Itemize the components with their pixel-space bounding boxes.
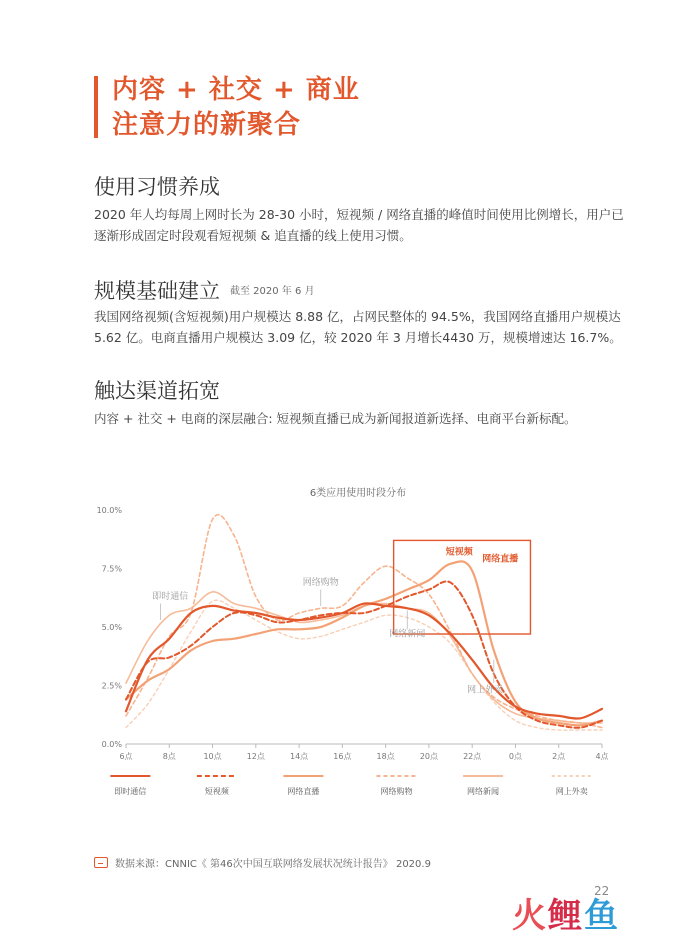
chart-title: 6类应用使用时段分布 (309, 488, 407, 499)
legend-label: 网络直播 (287, 787, 320, 796)
x-tick-label: 14点 (289, 752, 309, 761)
usage-time-chart (90, 482, 630, 812)
page-title-line-2: 注意力的新聚合 (112, 110, 302, 140)
series-annotation: 网络购物 (302, 577, 339, 588)
section-heading-usage-habit: 使用习惯养成 (94, 175, 220, 199)
x-tick-label: 10点 (203, 752, 222, 761)
series-annotation: 网络直播 (482, 554, 519, 565)
y-tick-label: 2.5% (101, 681, 122, 691)
section-heading-scale (94, 278, 315, 305)
watermark-char-3: 鱼 (584, 896, 620, 936)
series-annotation: 短视频 (445, 547, 473, 558)
x-tick-label: 22点 (463, 752, 482, 761)
x-tick-label: 0点 (508, 752, 523, 761)
y-tick-label: 7.5% (101, 564, 122, 574)
x-tick-label: 4点 (595, 752, 609, 761)
series-annotation: 网络新闻 (389, 629, 426, 640)
x-tick-label: 18点 (376, 752, 395, 761)
x-tick-label: 16点 (333, 752, 352, 761)
y-tick-label: 5.0% (101, 623, 122, 632)
section-heading-channel: 触达渠道拓宽 (94, 379, 220, 403)
data-source (94, 855, 431, 870)
section-body-usage-habit: 2020 年人均每周上网时长为 28-30 小时，短视频 / 网络直播的峰值时间使用比例增长，用户已逐渐形成固定时段观看短视频 & 追直播的线上使用习惯。 (94, 207, 624, 243)
section-heading-scale-text: 规模基础建立 (94, 279, 220, 303)
monitor-icon (94, 857, 108, 868)
title-accent-bar (94, 76, 98, 138)
y-tick-label: 10.0% (96, 506, 122, 515)
date-note: 截至 2020 年 6 月 (230, 286, 315, 297)
x-tick-label: 8点 (162, 752, 176, 761)
x-tick-label: 2点 (552, 752, 566, 761)
watermark-char-1: 火 (512, 896, 548, 936)
y-tick-label: 0.0% (101, 740, 122, 749)
watermark-logo (512, 896, 620, 936)
page-title-line-1: 内容 + 社交 + 商业 (112, 75, 360, 105)
watermark-char-2: 鲤 (548, 896, 584, 936)
legend-label: 网上外卖 (555, 787, 588, 796)
section-body-scale: 我国网络视频(含短视频)用户规模达 8.88 亿，占网民整体的 94.5%，我国网络直播用户规模达 5.62 亿。电商直播用户规模达 3.09 亿，较 2020 年 3 月增长4430 万，规模增速达 16.7%。 (94, 309, 622, 345)
data-source-text: 数据来源：CNNIC《 第46次中国互联网络发展状况统计报告》 2020.9 (115, 859, 431, 870)
legend-label: 短视频 (204, 787, 229, 796)
section-body-channel: 内容 + 社交 + 电商的深层融合: 短视频直播已成为新闻报道新选择、电商平台新标配。 (94, 411, 577, 426)
x-tick-label: 12点 (246, 752, 265, 761)
series-annotation: 网上外卖 (467, 685, 504, 696)
page-number: 22 (594, 884, 610, 898)
legend-label: 即时通信 (114, 787, 147, 796)
x-tick-label: 6点 (119, 752, 133, 761)
legend-label: 网络购物 (380, 787, 413, 796)
series-annotation: 即时通信 (152, 591, 189, 602)
x-tick-label: 20点 (419, 752, 439, 761)
legend-label: 网络新闻 (467, 787, 499, 796)
